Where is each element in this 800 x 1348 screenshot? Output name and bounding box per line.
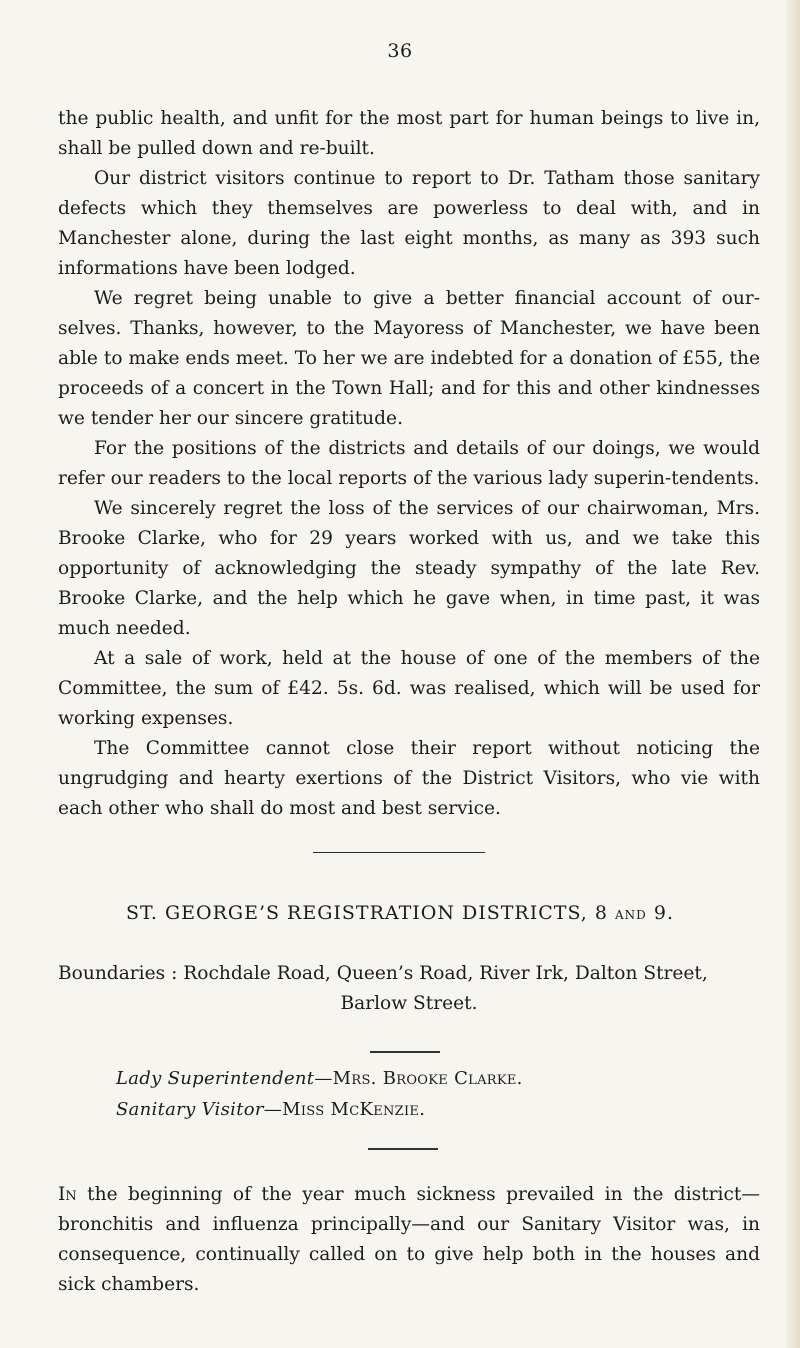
paragraph: We sincerely regret the loss of the services of our chairwoman, Mrs. Brooke Clarke, who for 29 years worked with us, and we take this opportunity of acknowledging the steady sympathy of the late Rev. Brooke Clarke, and the help which he gave when, in time past, it was much needed. bbox=[58, 498, 760, 639]
staff-role: Lady Superintendent bbox=[116, 1068, 315, 1089]
paragraph: We regret being unable to give a better financial account of our-selves. Thanks, however, to the Mayoress of Manchester, we have been able to make ends meet. To her we are indebted for a donation of £55, the proceeds of a concert in the Town Hall; and for this and other kindnesses we tender her our sincere gratitude. bbox=[58, 288, 760, 429]
section-heading-and: AND bbox=[615, 908, 647, 922]
section-divider bbox=[313, 852, 485, 853]
staff-separator: — bbox=[314, 1068, 333, 1089]
section-heading bbox=[0, 902, 800, 924]
section-heading-end: 9. bbox=[653, 902, 674, 924]
page-edge bbox=[786, 0, 800, 1348]
staff-role: Sanitary Visitor bbox=[116, 1099, 264, 1120]
paragraph: At a sale of work, held at the house of one of the members of the Committee, the sum of £42. 5s. 6d. was realised, which will be used for working expenses. bbox=[58, 648, 760, 729]
staff-name: Miss McKenzie. bbox=[282, 1099, 426, 1120]
paragraph: the public health, and unfit for the most part for human beings to live in, shall be pulled down and re-built. bbox=[58, 108, 760, 159]
staff-line-superintendent bbox=[116, 1068, 523, 1089]
short-divider bbox=[370, 1051, 440, 1053]
short-divider bbox=[368, 1148, 438, 1150]
closing-paragraph bbox=[58, 1180, 760, 1300]
staff-separator: — bbox=[263, 1099, 283, 1120]
staff-name: Mrs. Brooke Clarke. bbox=[332, 1068, 523, 1089]
boundaries bbox=[58, 959, 760, 1019]
page-number: 36 bbox=[387, 40, 413, 62]
closing-text: the beginning of the year much sickness prevailed in the district—bronchitis and influenza principally—and our Sanitary Visitor was, in consequence, continually called on to give help both in the houses and sick chambers. bbox=[58, 1184, 760, 1295]
report-body bbox=[58, 104, 760, 824]
boundaries-line-2: Barlow Street. bbox=[340, 993, 478, 1014]
closing-lead: In bbox=[58, 1184, 77, 1205]
boundaries-line-1: Boundaries : Rochdale Road, Queen’s Road, River Irk, Dalton Street, bbox=[58, 963, 708, 984]
section-heading-main: ST. GEORGE’S REGISTRATION DISTRICTS, 8 bbox=[126, 902, 608, 924]
paragraph: Our district visitors continue to report to Dr. Tatham those sanitary defects which they themselves are powerless to deal with, and in Manchester alone, during the last eight months, as many as 393 such informations have been lodged. bbox=[58, 168, 760, 279]
paragraph: The Committee cannot close their report without noticing the ungrudging and hearty exertions of the District Visitors, who vie with each other who shall do most and best service. bbox=[58, 738, 760, 819]
staff-line-visitor bbox=[116, 1099, 425, 1120]
paragraph: For the positions of the districts and details of our doings, we would refer our readers to the local reports of the various lady superin-tendents. bbox=[58, 438, 760, 489]
